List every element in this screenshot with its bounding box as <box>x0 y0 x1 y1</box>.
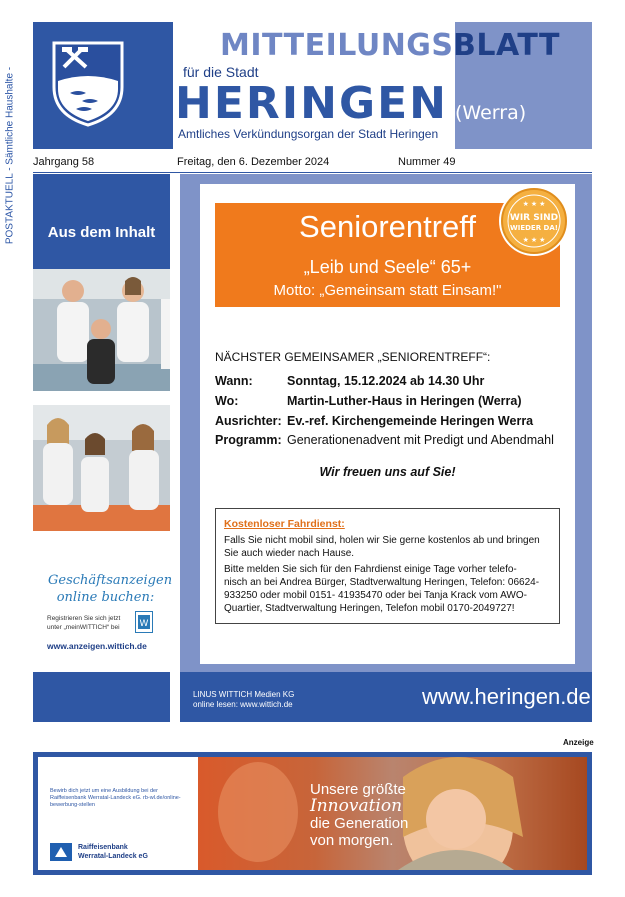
masthead-subtitle: Amtliches Verkündungsorgan der Stadt Heringen <box>178 127 439 141</box>
sidebar-header <box>33 174 170 269</box>
sidebar-title[interactable]: Aus dem Inhalt <box>47 224 156 241</box>
bank-ad-headline: Unsere größte Innovation die Generation von morgen. <box>310 781 409 849</box>
shuttle-line: Sie auch wieder nach Hause. <box>224 548 355 559</box>
we-are-back-badge-icon <box>497 184 571 258</box>
bank-ad-small-text: Bewirb dich jetzt um eine Ausbildung bei der Raiffeisenbank Werratal-Landeck eG. rb-wl.de/online-bewerbung-stellen <box>50 788 181 808</box>
next-event-heading: NÄCHSTER GEMEINSAMER „SENIORENTREFF“: <box>215 350 491 364</box>
issue-volume: Jahrgang 58 <box>33 156 95 168</box>
masthead-word-1: MITTEILUNGS <box>220 28 454 63</box>
closing-line: Wir freuen uns auf Sie! <box>319 465 456 479</box>
bank-name: Raiffeisenbank Werratal-Landeck eG <box>78 844 148 860</box>
town-crest-icon <box>48 37 128 127</box>
shuttle-line: nisch an bei Andrea Bürger, Stadtverwaltung Heringen, Telefon: 06624- <box>224 577 540 588</box>
side-postal-text: POSTAKTUELL - Sämtliche Haushalte - <box>4 66 16 245</box>
shuttle-title: Kostenloser Fahrdienst: <box>224 518 345 530</box>
event-motto: Motto: „Gemeinsam statt Einsam!" <box>273 282 502 299</box>
raiffeisen-logo-icon <box>50 843 72 861</box>
event-program-value: Generationenadvent mit Predigt und Abendmahl <box>287 433 554 447</box>
masthead-city: HERINGEN <box>175 78 448 129</box>
event-where-label: Wo: <box>215 394 239 408</box>
sidebar-footer <box>33 672 170 722</box>
ad-online-url[interactable]: www.anzeigen.wittich.de <box>47 641 147 651</box>
event-subtitle: „Leib und Seele“ 65+ <box>303 257 472 277</box>
shuttle-line: 933250 oder mobil 0151- 41935470 oder bei Tanja Krack vom AWO- <box>224 590 527 601</box>
svg-text:WIR SIND: WIR SIND <box>509 213 559 223</box>
publisher-name: LINUS WITTICH Medien KG <box>193 690 295 699</box>
masthead-werra: (Werra) <box>455 102 527 124</box>
divider <box>33 172 592 173</box>
photo-swimmers-1[interactable] <box>33 269 170 391</box>
event-host-label: Ausrichter: <box>215 414 282 428</box>
shuttle-line: Bitte melden Sie sich für den Fahrdienst einige Tage vorher telefo- <box>224 564 517 575</box>
publisher-online[interactable]: online lesen: www.wittich.de <box>193 700 293 709</box>
svg-text:WIEDER DA!: WIEDER DA! <box>510 224 558 232</box>
photo-swimmers-2-image <box>33 405 170 531</box>
event-when-value: Sonntag, 15.12.2024 ab 14.30 Uhr <box>287 374 485 388</box>
svg-text:★ ★ ★: ★ ★ ★ <box>522 201 546 208</box>
svg-text:W: W <box>139 619 149 629</box>
wittich-logo-icon <box>135 611 153 633</box>
event-where-value: Martin-Luther-Haus in Heringen (Werra) <box>287 394 522 408</box>
photo-swimmers-1-image <box>33 269 170 391</box>
shuttle-line: Falls Sie nicht mobil sind, holen wir Sie gerne kostenlos ab und bringen <box>224 535 540 546</box>
event-host-value: Ev.-ref. Kirchengemeinde Heringen Werra <box>287 414 534 428</box>
ad-online-title: Geschäftsanzeigen online buchen: <box>48 573 173 605</box>
svg-text:★ ★ ★: ★ ★ ★ <box>522 237 546 244</box>
city-website-link[interactable]: www.heringen.de <box>422 684 591 709</box>
event-title: Seniorentreff <box>299 209 476 244</box>
advert-label: Anzeige <box>563 738 594 747</box>
event-program-label: Programm: <box>215 433 282 447</box>
photo-swimmers-2[interactable] <box>33 405 170 531</box>
masthead-for-city: für die Stadt <box>183 64 259 80</box>
shuttle-line: Quartier, Stadtverwaltung Heringen, Telefon mobil 0170-2049727! <box>224 603 515 614</box>
issue-date: Freitag, den 6. Dezember 2024 <box>177 156 330 168</box>
masthead-word-2: BLATT <box>453 28 560 63</box>
ad-online-text: Registrieren Sie sich jetzt unter „meinWITTICH“ bei <box>47 615 121 631</box>
issue-number: Nummer 49 <box>398 156 456 168</box>
event-when-label: Wann: <box>215 374 253 388</box>
